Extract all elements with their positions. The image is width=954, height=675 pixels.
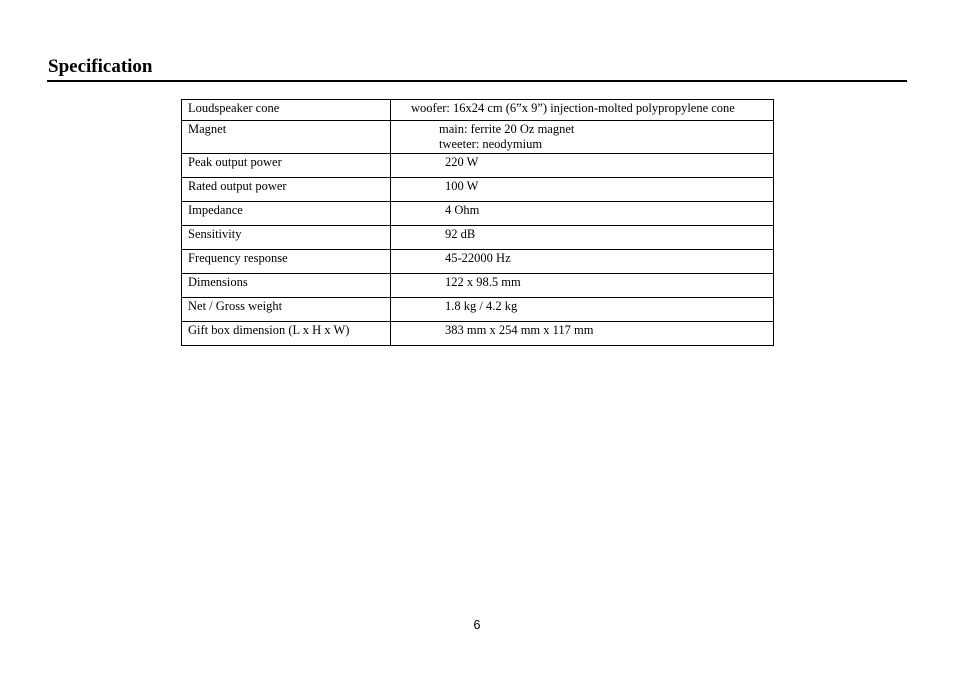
table-row	[182, 100, 774, 121]
spec-value-sensitivity: 92 dB	[391, 226, 774, 250]
table-row	[182, 154, 774, 178]
table-row	[182, 121, 774, 154]
spec-label-frequency-response: Frequency response	[182, 250, 391, 274]
table-row	[182, 298, 774, 322]
spec-label-rated-output-power: Rated output power	[182, 178, 391, 202]
table-row	[182, 274, 774, 298]
spec-value-impedance: 4 Ohm	[391, 202, 774, 226]
specification-table	[181, 99, 774, 346]
spec-value-loudspeaker-cone	[391, 100, 774, 121]
table-row	[182, 322, 774, 346]
spec-value-line: main: ferrite 20 Oz magnet	[439, 122, 575, 136]
table-row	[182, 178, 774, 202]
spec-label-weight: Net / Gross weight	[182, 298, 391, 322]
spec-value-weight: 1.8 kg / 4.2 kg	[391, 298, 774, 322]
page-title: Specification	[48, 56, 153, 77]
spec-label-magnet: Magnet	[182, 121, 391, 154]
spec-value-rated-output-power: 100 W	[391, 178, 774, 202]
spec-value-frequency-response: 45-22000 Hz	[391, 250, 774, 274]
spec-label-impedance: Impedance	[182, 202, 391, 226]
spec-value-dimensions: 122 x 98.5 mm	[391, 274, 774, 298]
spec-label-loudspeaker-cone: Loudspeaker cone	[182, 100, 391, 121]
table-row	[182, 250, 774, 274]
table-row	[182, 226, 774, 250]
spec-value-line: woofer: 16x24 cm (6”x 9”) injection-molted polypropylene cone	[411, 101, 735, 115]
spec-value-gift-box-dimension: 383 mm x 254 mm x 117 mm	[391, 322, 774, 346]
title-divider	[47, 80, 907, 82]
page-number: 6	[473, 618, 481, 632]
spec-value-peak-output-power: 220 W	[391, 154, 774, 178]
spec-label-sensitivity: Sensitivity	[182, 226, 391, 250]
spec-value-magnet	[391, 121, 774, 154]
spec-label-dimensions: Dimensions	[182, 274, 391, 298]
spec-value-line: tweeter: neodymium	[439, 137, 543, 151]
spec-label-gift-box-dimension: Gift box dimension (L x H x W)	[182, 322, 391, 346]
table-row	[182, 202, 774, 226]
spec-label-peak-output-power: Peak output power	[182, 154, 391, 178]
